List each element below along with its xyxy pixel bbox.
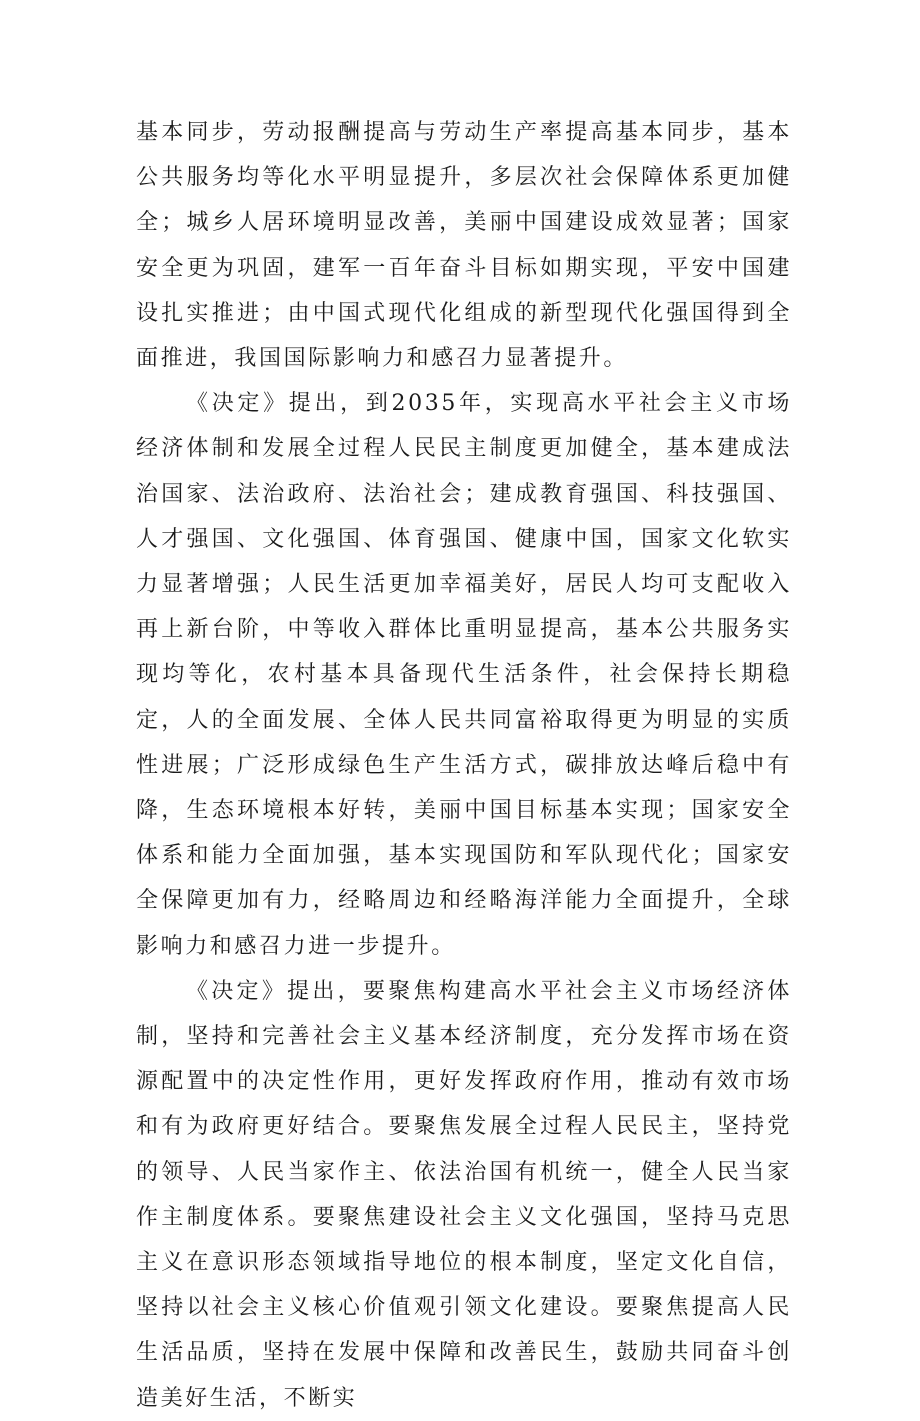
paragraph-2: 《决定》提出，到2035年，实现高水平社会主义市场经济体制和发展全过程人民民主制度更加健全，基本建成法治国家、法治政府、法治社会；建成教育强国、科技强国、人才强国、文化强国、体育强国、健康中国，国家文化软实力显著增强；人民生活更加幸福美好，居民人均可支配收入再上新台阶，中等收入群体比重明显提高，基本公共服务实现均等化，农村基本具备现代生活条件，社会保持长期稳定，人的全面发展、全体人民共同富裕取得更为明显的实质性进展；广泛形成绿色生产生活方式，碳排放达峰后稳中有降，生态环境根本好转，美丽中国目标基本实现；国家安全体系和能力全面加强，基本实现国防和军队现代化；国家安全保障更加有力，经略周边和经略海洋能力全面提升，全球影响力和感召力进一步提升。	[136, 391, 792, 959]
paragraph-1: 基本同步，劳动报酬提高与劳动生产率提高基本同步，基本公共服务均等化水平明显提升，多层次社会保障体系更加健全；城乡人居环境明显改善，美丽中国建设成效显著；国家安全更为巩固，建军一百年奋斗目标如期实现，平安中国建设扎实推进；由中国式现代化组成的新型现代化强国得到全面推进，我国国际影响力和感召力显著提升。	[136, 120, 792, 372]
paragraph-3: 《决定》提出，要聚焦构建高水平社会主义市场经济体制，坚持和完善社会主义基本经济制度，充分发挥市场在资源配置中的决定性作用，更好发挥政府作用，推动有效市场和有为政府更好结合。要聚焦发展全过程人民民主，坚持党的领导、人民当家作主、依法治国有机统一，健全人民当家作主制度体系。要聚焦建设社会主义文化强国，坚持马克思主义在意识形态领域指导地位的根本制度，坚定文化自信，坚持以社会主义核心价值观引领文化建设。要聚焦提高人民生活品质，坚持在发展中保障和改善民生，鼓励共同奋斗创造美好生活，不断实	[136, 978, 792, 1411]
document-body	[136, 110, 792, 1421]
